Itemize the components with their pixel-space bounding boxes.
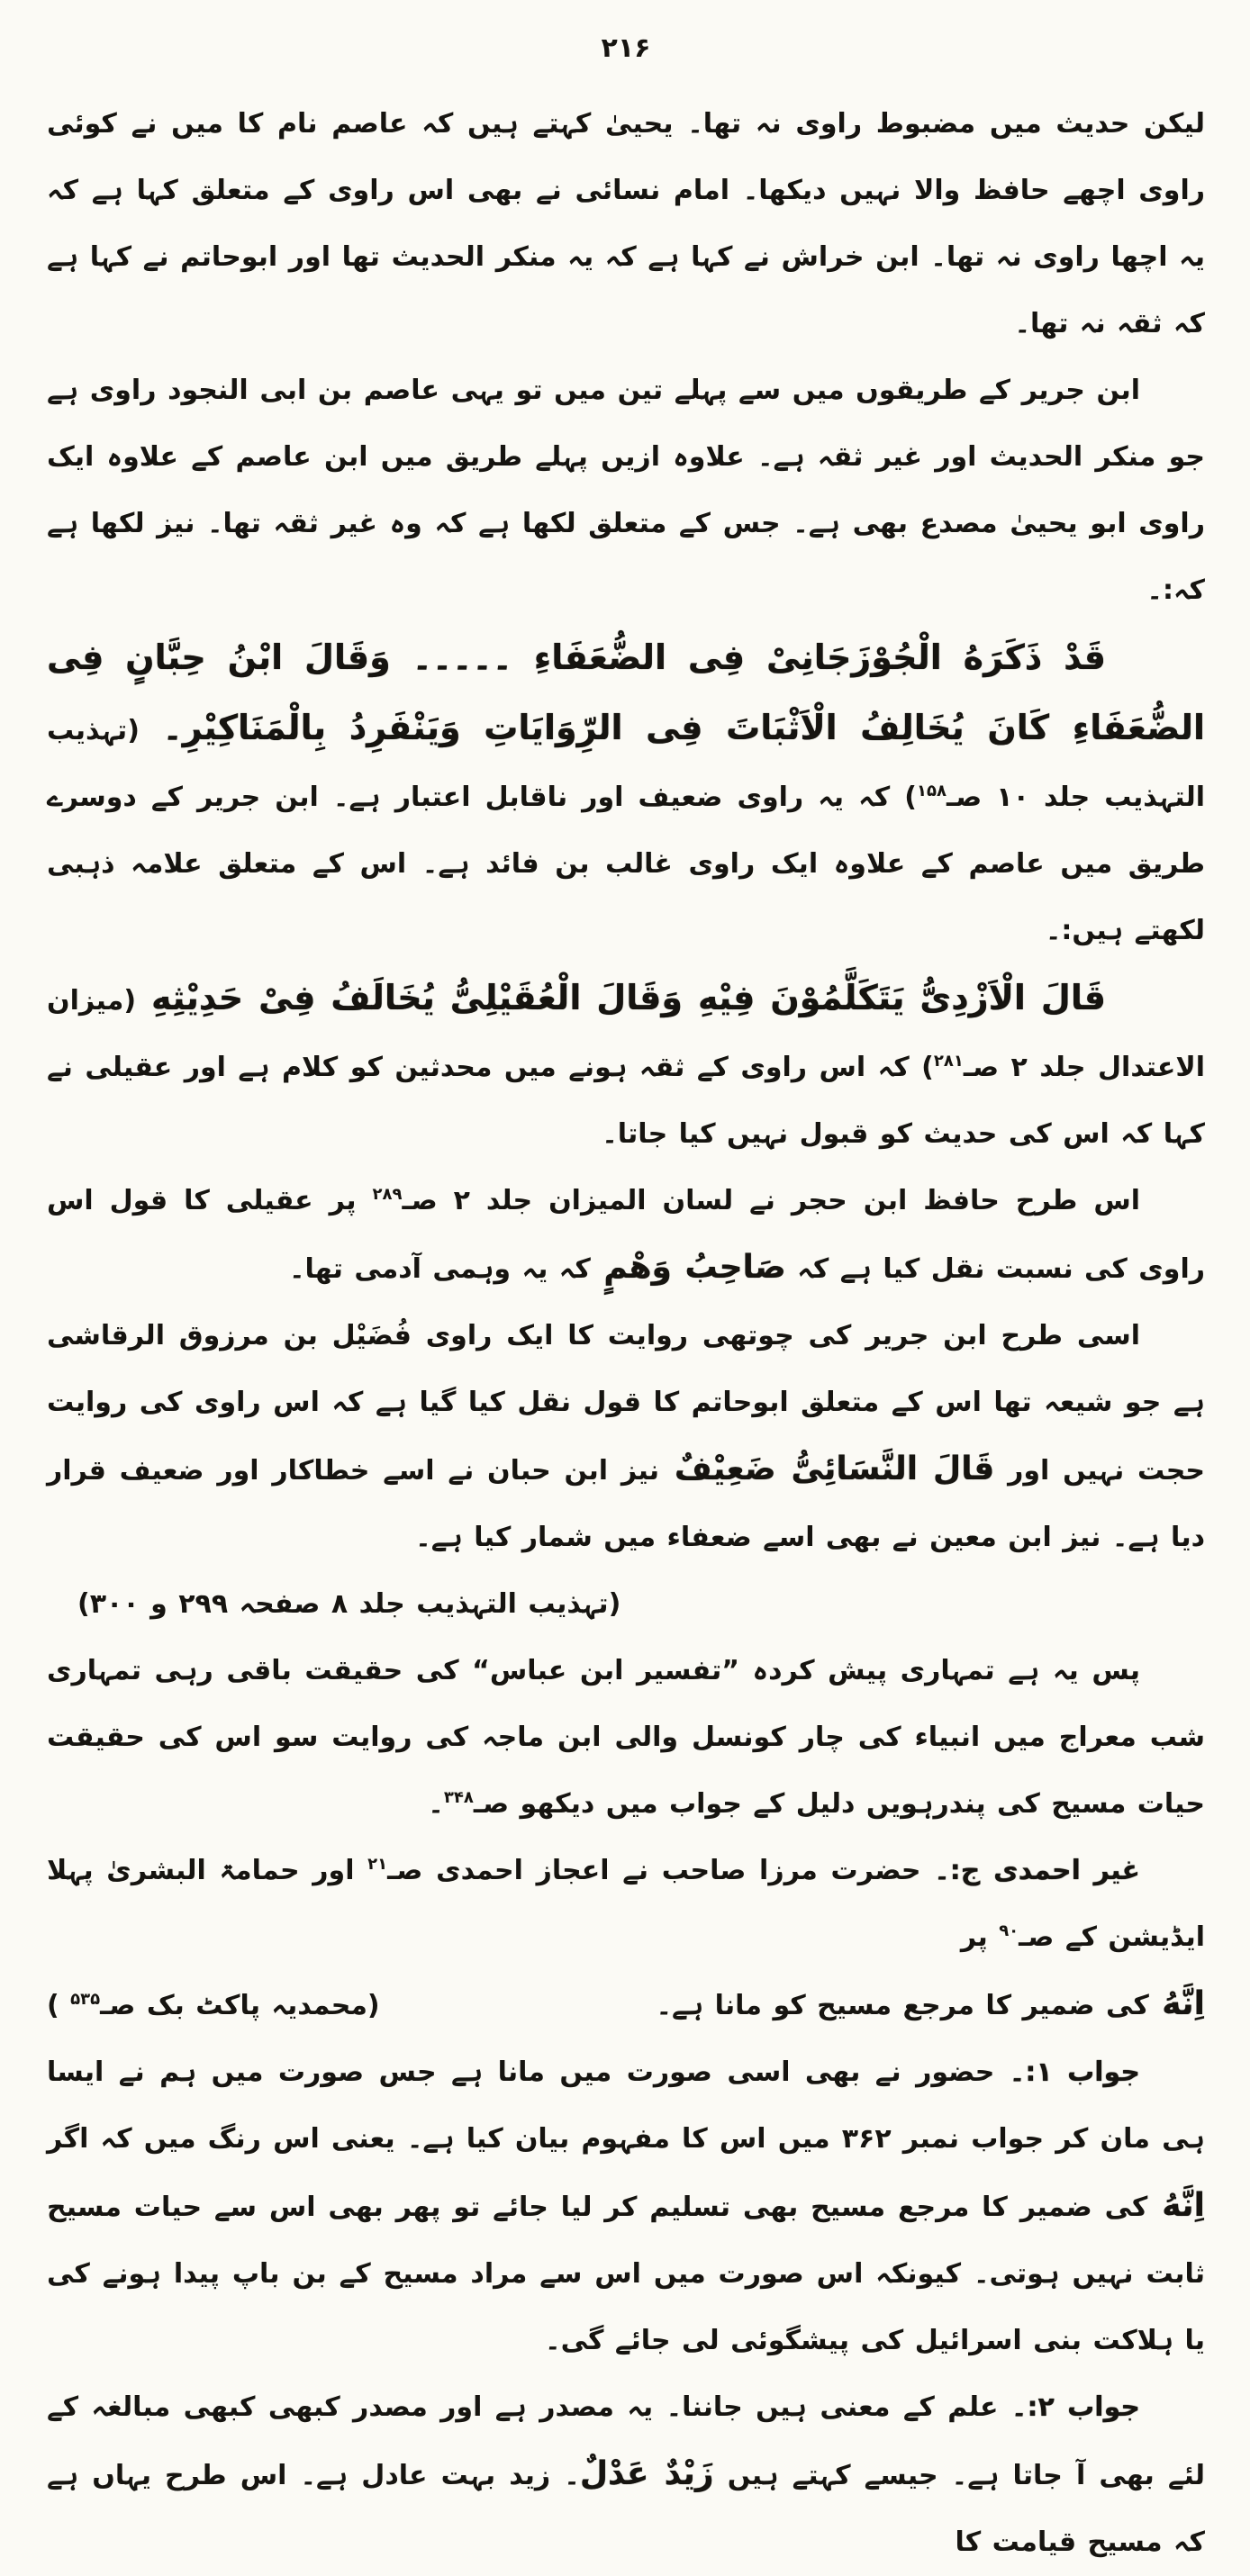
page-number: ۲۱۶ (601, 32, 651, 64)
arabic-text-run: قَالَ النَّسَائِیُّ ضَعِیْفٌ (659, 1451, 995, 1487)
page-ref-superscript: ۲۸۱ (933, 1052, 964, 1071)
urdu-text-run: ) (47, 1990, 71, 2021)
urdu-text-run: کی ضمیر کا مرجع مسیح کو مانا ہے۔ (656, 1990, 1149, 2021)
urdu-text-run: پر عقیلی کا قول اس راوی کی نسبت نقل کیا ہے کہ (47, 1185, 1205, 1285)
page-ref-superscript: ۲۱ (367, 1855, 388, 1874)
paragraph (47, 1838, 1205, 1971)
statement-text (656, 1971, 1205, 2039)
page-text-content (47, 91, 1205, 2576)
urdu-text-run: (تہذیب التہذیب جلد ۸ صفحہ ۲۹۹ و ۳۰۰) (77, 1588, 621, 1620)
paragraph (47, 357, 1205, 624)
arabic-text-run: قَالَ الْاَزْدِیُّ یَتَکَلَّمُوْنَ فِیْهِ وَقَالَ الْعُقَیْلِیُّ یُخَالَفُ فِیْ حَدِیْثِهِ (136, 978, 1106, 1017)
arabic-text-run: اِنَّهُ (1147, 2187, 1205, 2224)
answer-label: غیر احمدی ج:۔ (934, 1855, 1141, 1886)
urdu-text-run: پر (960, 1921, 1000, 1953)
arabic-quote-paragraph (47, 964, 1205, 1168)
paragraph (47, 1168, 1205, 1303)
page-ref-superscript: ۳۴۸ (443, 1788, 474, 1807)
urdu-text-run: کی ضمیر کا مرجع مسیح بھی تسلیم کر لیا جائے تو پھر بھی اس سے حیات مسیح ثابت نہیں ہوتی۔ کیونکہ اس صورت میں اس سے مراد مسیح کے بن باپ پیدا ہونے کی یا ہلاکت بنی اسرائیل کی پیشگوئی لی جائے گی۔ (47, 2192, 1205, 2356)
urdu-text-run: پس یہ ہے تمہاری پیش کردہ ”تفسیر ابن عباس“ کی حقیقت باقی رہی تمہاری شب معراج میں انبیاء کی چار کونسل والی ابن ماجہ کی روایت سو اس کی حقیقت حیات مسیح کی پندرہویں دلیل کے جواب میں دیکھو صـ (47, 1655, 1205, 1820)
answer-label: جواب ۱:۔ (1009, 2056, 1140, 2088)
urdu-text-run: (محمدیہ پاکٹ بک صـ (100, 1990, 380, 2021)
urdu-text-run: لیکن حدیث میں مضبوط راوی نہ تھا۔ یحییٰ کہتے ہیں کہ عاصم نام کا میں نے کوئی راوی اچھے حافظ والا نہیں دیکھا۔ امام نسائی نے بھی اس راوی کے متعلق کہا ہے کہ یہ اچھا راوی نہ تھا۔ ابن خراش نے کہا ہے کہ یہ منکر الحدیث تھا اور ابوحاتم نے کہا ہے کہ ثقہ نہ تھا۔ (47, 108, 1205, 339)
reference-line (47, 1971, 1205, 2039)
urdu-text-run: (میزان الاعتدال جلد ۲ صـ (47, 985, 1206, 1083)
urdu-text-run: علم کے معنی ہیں جاننا۔ یہ مصدر ہے اور مصدر کبھی کبھی مبالغہ کے لئے بھی آ جاتا ہے۔ جیسے کہتے ہیں (47, 2391, 1205, 2491)
paragraph (47, 1303, 1205, 1571)
page-ref-superscript: ۱۵۸ (916, 782, 947, 800)
urdu-text-run: نیز ابن حبان نے اسے خطاکار اور ضعیف قرار دیا ہے۔ نیز ابن معین نے بھی اسے ضعفاء میں شمار کیا ہے۔ (47, 1455, 1205, 1553)
urdu-text-run: حضور نے بھی اسی صورت میں مانا ہے جس صورت میں ہم نے ایسا ہی مان کر جواب نمبر ۳۶۲ میں اس کا مفہوم بیان کیا ہے۔ یعنی اس رنگ میں کہ اگر (47, 2056, 1206, 2155)
arabic-text-run: صَاحِبُ وَهْمٍ (590, 1249, 786, 1286)
book-citation (47, 1973, 380, 2039)
paragraph (47, 1638, 1205, 1838)
paragraph (47, 2374, 1205, 2576)
urdu-text-run: اور حمامۃ البشریٰ پہلا ایڈیشن کے صـ (47, 1855, 1205, 1953)
paragraph (47, 2039, 1205, 2374)
urdu-text-run: (تہذیب التہذیب جلد ۱۰ صـ (47, 715, 1205, 813)
answer-label: جواب ۲:۔ (1010, 2391, 1140, 2423)
urdu-text-run: ابن جریر کے طریقوں میں سے پہلے تین میں تو یہی عاصم بن ابی النجود راوی ہے جو منکر الحدیث اور غیر ثقہ ہے۔ علاوہ ازیں پہلے طریق میں ابن عاصم کے علاوہ ایک راوی ابو یحییٰ مصدع بھی ہے۔ جس کے متعلق لکھا ہے کہ وہ غیر ثقہ تھا۔ نیز لکھا ہے کہ:۔ (47, 375, 1205, 606)
arabic-text-run: زَیْدٌ عَدْلٌ (579, 2455, 714, 2492)
page-ref-superscript: ۹۰ (999, 1921, 1019, 1940)
arabic-text-run: قَدْ ذَکَرَهُ الْجُوْزَجَانِیْ فِی الضُّعَفَاءِ ۔۔۔۔۔ وَقَالَ ابْنُ حِبَّانٍ فِی الضُّعَفَاءِ کَانَ یُخَالِفُ الْاَثْبَاتَ فِی الرِّوَایَاتِ وَیَنْفَرِدُ بِالْمَنَاکِیْرِ۔ (47, 637, 1205, 747)
urdu-text-run: اس طرح حافظ ابن حجر نے لسان المیزان جلد ۲ صـ (402, 1185, 1141, 1216)
urdu-text-run: ۔ زید بہت عادل ہے۔ اس طرح یہاں ہے کہ مسیح قیامت کا (47, 2460, 1205, 2558)
urdu-text-run: ) کہ اس راوی کے ثقہ ہونے میں محدثین کو کلام ہے اور عقیلی نے کہا کہ اس کی حدیث کو قبول نہیں کیا جاتا۔ (47, 1052, 1205, 1150)
urdu-text-run: ۔ (428, 1788, 444, 1820)
page-ref-superscript: ۵۳۵ (70, 1990, 101, 2009)
paragraph (47, 91, 1205, 357)
citation-line (47, 1571, 1205, 1638)
arabic-text-run: اِنَّهُ (1148, 1985, 1205, 2022)
urdu-text-run: ) کہ یہ راوی ضعیف اور ناقابل اعتبار ہے۔ ابن جریر کے دوسرے طریق میں عاصم کے علاوہ ایک راوی غالب بن فائد ہے۔ اس کے متعلق علامہ ذہبی لکھتے ہیں:۔ (47, 782, 1205, 946)
urdu-text-run: حضرت مرزا صاحب نے اعجاز احمدی صـ (387, 1855, 935, 1886)
arabic-quote-paragraph (47, 624, 1205, 964)
page-ref-superscript: ۲۸۹ (372, 1185, 403, 1204)
urdu-text-run: کہ یہ وہمی آدمی تھا۔ (288, 1253, 591, 1285)
urdu-text-run: اسی طرح ابن جریر کی چوتھی روایت کا ایک راوی فُضَیْل بن مرزوق الرقاشی ہے جو شیعہ تھا اس کے متعلق ابوحاتم کا قول نقل کیا گیا ہے کہ اس راوی کی روایت حجت نہیں اور (47, 1320, 1206, 1487)
